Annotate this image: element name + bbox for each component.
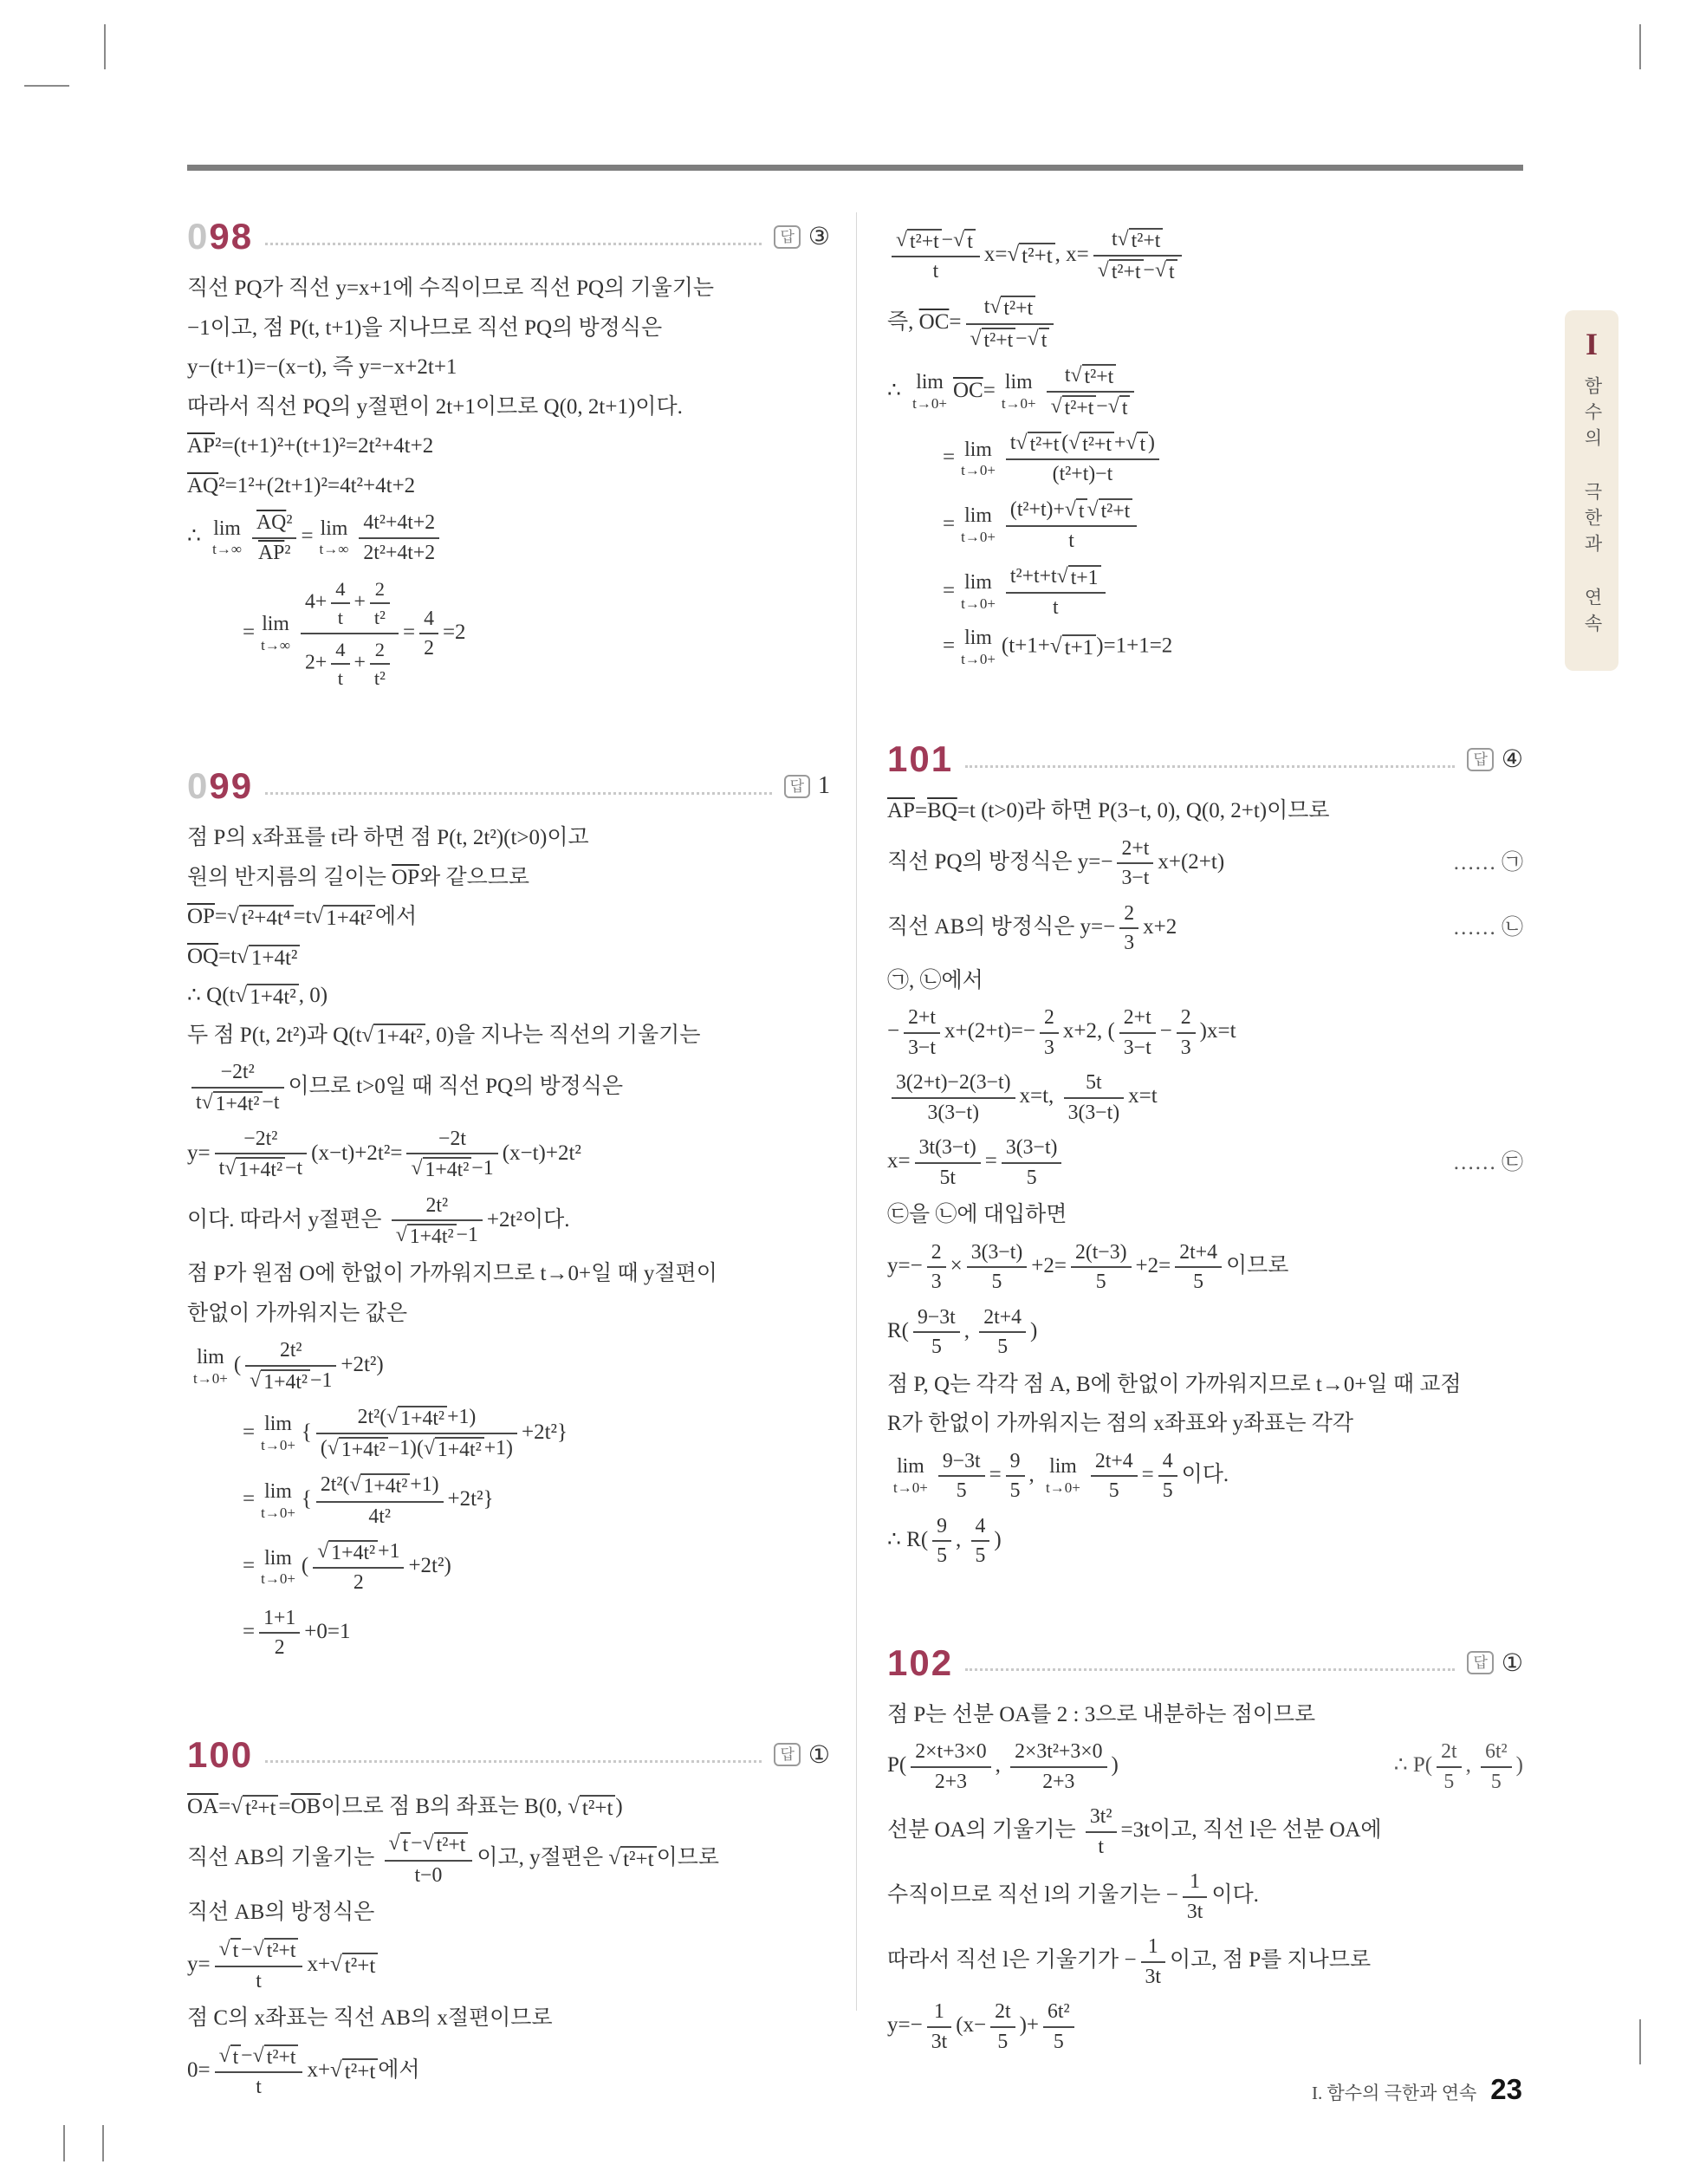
solution-line <box>187 1058 830 1118</box>
solution-lines <box>187 1791 830 2102</box>
math-expression: R( $\frac{9-3t}{5}$ , $\frac{2t+4}{5}$ ) <box>887 1305 1038 1359</box>
footer-page-number: 23 <box>1490 2073 1522 2105</box>
problem-098 <box>187 218 830 700</box>
math-expression: 즉, $\overline{OC}=$ t √ t²+t √ t²+t − √ t <box>887 293 1523 354</box>
solution-line <box>887 835 1523 893</box>
page-footer <box>1312 2073 1522 2106</box>
math-expression: 점 P의 x좌표를 t라 하면 점 P(t, 2t²)(t>0)이고 <box>187 826 589 850</box>
math-expression: y=− $\frac{2}{3}$ × $\frac{3(3-t)}{5}$ +2= $\frac{2(t-3)}{5}$ +2= $\frac{2t+4}{5}$ 이므로 <box>887 1240 1289 1294</box>
math-expression: R가 한없이 가까워지는 점의 x좌표와 y좌표는 각각 <box>887 1412 1354 1436</box>
solution-line <box>887 562 1523 622</box>
left-column <box>187 218 830 2175</box>
solution-line <box>887 1998 1523 2056</box>
math-expression: $\frac{3(2+t)-2(3-t)}{3(3-t)}$ x=t, $\frac{5t}{3(3-t)}$ x=t <box>887 1069 1523 1127</box>
problem-number: 102 <box>887 1641 954 1683</box>
problem-continuation <box>887 218 1523 673</box>
solution-line <box>187 1192 830 1251</box>
dotted-leader <box>265 1760 762 1763</box>
math-expression: y= −2t² t √ 1+4t² −t (x−t)+2t²= −2t √ 1+4t² −1 (x−t)+2t² <box>187 1127 581 1182</box>
solution-line <box>187 312 830 345</box>
math-expression: 직선 PQ가 직선 y=x+1에 수직이므로 직선 PQ의 기울기는 <box>187 276 715 300</box>
math-expression: 직선 PQ의 방정식은 y=− $\frac{2+t}{3-t}$ x+(2+t) <box>887 836 1225 890</box>
chapter-tab <box>1565 310 1618 671</box>
problem-number: 098 <box>187 216 254 257</box>
solution-line <box>887 1933 1523 1991</box>
crop-mark <box>24 85 69 87</box>
solution-lines <box>887 795 1523 1570</box>
math-expression: −2t² t √ 1+4t² −t 이므로 t>0일 때 직선 PQ의 방정식은 <box>187 1058 830 1118</box>
solution-line <box>887 1004 1523 1062</box>
math-expression: 점 P는 선분 OA를 2 : 3으로 내분하는 점이므로 <box>887 1702 1316 1726</box>
math-expression: 점 C의 x좌표는 직선 AB의 x절편이므로 <box>187 2006 553 2031</box>
problem-number: 100 <box>187 1733 254 1775</box>
math-expression: 원의 반지름의 길이는 $\overline{OP}$와 같으므로 <box>187 865 530 889</box>
solution-lines <box>887 225 1523 666</box>
math-expression: = lim t→0+ { 2t²( √ 1+4t² +1) 4t² +2t²} <box>243 1473 494 1528</box>
solution-line <box>887 1134 1523 1192</box>
reference-tag: …… ㉠ <box>1452 851 1523 875</box>
math-expression: 수직이므로 직선 l의 기울기는 − $\frac{1}{3t}$ 이다. <box>887 1870 1259 1923</box>
math-expression: = lim t→0+ ( √ 1+4t² +1 2 +2t²) <box>243 1540 451 1595</box>
solution-line <box>187 940 830 973</box>
math-expression: ∴ Q(t √ 1+4t² , 0) <box>187 984 328 1010</box>
right-column <box>887 218 1523 2175</box>
math-expression: lim t→0+ $\frac{9-3t}{5}$ = $\frac{9}{5}$ , lim t→0+ $\frac{2t+4}{5}$ = $\frac{4}{5}$ 이다. <box>893 1449 1229 1503</box>
dotted-leader <box>965 765 1455 768</box>
solution-line <box>187 1297 830 1330</box>
solution-line <box>187 1258 830 1290</box>
math-expression: 점 P가 원점 O에 한없이 가까워지므로 t→0+일 때 y절편이 <box>187 1262 717 1286</box>
solution-line <box>187 900 830 933</box>
math-expression: y=− $\frac{1}{3t}$ (x− $\frac{2t}{5}$ )+ $\frac{\text{6t²}}{5}$ <box>887 1998 1523 2056</box>
solution-line <box>187 391 830 424</box>
math-expression: y= √ t − √ t²+t t x+ √ t²+t <box>187 1936 830 1996</box>
math-expression: 직선 AB의 방정식은 y=− $\frac{2}{3}$ x+2 <box>887 901 1177 955</box>
math-expression: = lim t→0+ (t+1+ √ t+1 )=1+1=2 <box>943 627 1173 668</box>
solution-line <box>887 429 1523 489</box>
solution-line <box>187 1125 830 1185</box>
reference-tag: ∴ P( $\frac{2t}{5}$ , $\frac{\text{6t²}}{5}$ ) <box>1393 1740 1523 1793</box>
solution-line <box>887 1303 1523 1362</box>
answer-value: ④ <box>1501 746 1523 774</box>
math-expression: 한없이 가까워지는 값은 <box>187 1301 408 1325</box>
math-expression: = $\frac{1+1}{2}$ +0=1 <box>243 1606 351 1660</box>
answer-value: ③ <box>808 224 830 250</box>
solution-line <box>887 361 1523 422</box>
solution-line <box>887 795 1523 828</box>
answer-badge <box>1467 744 1523 774</box>
math-expression: ∴ R( $\frac{9}{5}$ , $\frac{4}{5}$ ) <box>887 1514 1002 1568</box>
dotted-leader <box>265 243 762 245</box>
answer-icon: 답 <box>1467 1651 1493 1674</box>
answer-icon: 답 <box>784 775 810 798</box>
answer-icon: 답 <box>774 225 800 249</box>
solution-line <box>887 1868 1523 1926</box>
crop-mark <box>1639 2019 1641 2064</box>
crop-mark <box>63 2125 65 2161</box>
solution-line <box>887 1069 1523 1127</box>
problem-102 <box>887 1641 1523 2064</box>
answer-value: 1 <box>818 772 830 800</box>
math-expression: √ t²+t − √ t t x= √ t²+t , x= t √ t²+t √ t²+t − √ t <box>887 225 1523 286</box>
crop-mark <box>102 2125 104 2161</box>
math-expression: $\overline{OA}=$ √ t²+t $=\overline{OB}$이므로 점 B의 좌표는 B(0, √ t²+t ) <box>187 1794 623 1820</box>
solution-line <box>187 272 830 305</box>
solution-line <box>187 1936 830 1996</box>
answer-icon: 답 <box>1467 748 1493 771</box>
math-expression: y−(t+1)=−(x−t), 즉 y=−x+2t+1 <box>187 355 457 379</box>
solution-line <box>187 470 830 503</box>
math-expression: $\overline{AQ}^2=1^2+(2t+1)^2=4t^2+4t+2$ <box>187 473 416 497</box>
solution-line <box>887 1699 1523 1732</box>
problem-header <box>187 218 830 255</box>
math-expression: $\overline{OQ}=t$ √ 1+4t² <box>187 940 830 973</box>
math-expression: 직선 AB의 방정식은 <box>187 1901 375 1925</box>
solution-line <box>887 1407 1523 1440</box>
top-rule <box>187 165 1523 171</box>
math-expression: = lim t→0+ t²+t+t √ t+1 t <box>887 562 1523 622</box>
solution-line <box>887 1199 1523 1232</box>
math-expression: $\overline{OP}=$ √ t²+4t⁴ =t √ 1+4t² 에서 <box>187 905 418 931</box>
crop-mark <box>104 24 106 69</box>
math-expression: = lim t→0+ { 2t²( √ 1+4t² +1) ( √ 1+4t² −1)( √ 1+4t² +1) +2t²} <box>243 1405 568 1462</box>
solution-line <box>187 1896 830 1929</box>
solution-lines <box>187 272 830 693</box>
answer-value: ① <box>1501 1649 1523 1677</box>
footer-chapter-label: I. 함수의 극한과 연속 <box>1312 2083 1477 2103</box>
math-expression: 따라서 직선 l은 기울기가 − $\frac{1}{3t}$ 이고, 점 P를 지나므로 <box>887 1935 1372 1988</box>
math-expression: $\overline{AP}=\overline{BQ}=t$ (t>0)라 하면 P(3−t, 0), Q(0, 2+t)이므로 <box>887 799 1330 823</box>
solution-line <box>187 430 830 463</box>
math-expression: = lim t→0+ (t²+t)+ √ t √ t²+t t <box>887 496 1523 556</box>
solution-line <box>187 574 830 693</box>
reference-tag: …… ㉡ <box>1452 916 1523 940</box>
math-expression: = lim t→∞ 4+ $\frac{4}{t}$ + $\frac{2}{\text{t²}}$ 2+ $\frac{4}{t}$ + $\frac{2}{\text{t²}}$ = $\frac{4}{2}$ =2 <box>187 574 830 693</box>
solution-line <box>887 496 1523 556</box>
solution-line <box>187 1604 830 1662</box>
answer-badge <box>774 1740 830 1770</box>
math-expression: ㉠, ㉡에서 <box>887 968 983 992</box>
problem-header <box>887 738 1523 780</box>
solution-line <box>187 1019 830 1052</box>
problem-header <box>187 765 830 807</box>
problem-number: 101 <box>887 738 954 780</box>
problem-101 <box>887 738 1523 1577</box>
math-expression: − $\frac{2+t}{3-t}$ x+(2+t)=− $\frac{2}{3}$ x+2, ( $\frac{2+t}{3-t}$ − $\frac{2}{3}$ )x=t <box>887 1006 1236 1059</box>
math-expression: lim t→0+ ( 2t² √ 1+4t² −1 +2t²) <box>193 1339 384 1394</box>
solution-line <box>887 628 1523 666</box>
math-expression: 0= √ t − √ t²+t t x+ √ t²+t 에서 <box>187 2044 420 2098</box>
math-expression: 따라서 직선 PQ의 y절편이 2t+1이므로 Q(0, 2t+1)이다. <box>187 394 683 419</box>
solution-line <box>887 965 1523 998</box>
solution-line <box>187 822 830 855</box>
crop-mark <box>1639 24 1641 69</box>
solution-line <box>887 1447 1523 1505</box>
solution-lines <box>887 1699 1523 2057</box>
answer-icon: 답 <box>774 1743 800 1766</box>
solution-line <box>187 351 830 384</box>
solution-line <box>187 861 830 894</box>
problem-100 <box>187 1733 830 2109</box>
problem-header <box>187 1733 830 1775</box>
solutions-area <box>187 218 1523 2175</box>
problem-number: 099 <box>187 765 254 807</box>
solution-line <box>887 1803 1523 1861</box>
solution-line <box>187 1471 830 1531</box>
math-expression: 두 점 P(t, 2t²)과 Q(t √ 1+4t² , 0)을 지나는 직선의 기울기는 <box>187 1023 701 1049</box>
math-expression: ∴ lim t→0+ $\overline{OC}=$ lim t→0+ t √ t²+t √ t²+t − √ t <box>887 361 1523 422</box>
solution-line <box>887 1238 1523 1297</box>
math-expression: 직선 AB의 기울기는 √ t − √ t²+t t−0 이고, y절편은 √ t²+t 이므로 <box>187 1832 720 1887</box>
math-expression: x= $\frac{3t(3-t)}{5t}$ = $\frac{3(3-t)}{5}$ <box>887 1134 1441 1192</box>
solution-line <box>187 1791 830 1823</box>
problem-099 <box>187 765 830 1669</box>
math-expression: −1이고, 점 P(t, t+1)을 지나므로 직선 PQ의 방정식은 <box>187 315 663 340</box>
solution-line <box>187 1537 830 1597</box>
solution-line <box>187 1336 830 1396</box>
solution-lines <box>187 822 830 1662</box>
math-expression: $\overline{AP}^2=(t+1)^2+(t+1)^2=2t^2+4t+2$ <box>187 434 434 458</box>
solution-line <box>887 1368 1523 1401</box>
solution-line <box>887 1738 1523 1796</box>
answer-badge <box>784 772 830 800</box>
solution-line <box>187 1830 830 1889</box>
solution-line <box>887 900 1523 958</box>
dotted-leader <box>265 792 771 795</box>
math-expression: 점 P, Q는 각각 점 A, B에 한없이 가까워지므로 t→0+일 때 교점 <box>887 1372 1462 1396</box>
math-expression: = lim t→0+ t √ t²+t ( √ t²+t + √ t ) (t²+t)−t <box>887 429 1523 489</box>
math-expression: ㉢을 ㉡에 대입하면 <box>887 1203 1067 1227</box>
chapter-roman-numeral: I <box>1585 327 1598 361</box>
solution-line <box>887 225 1523 286</box>
solution-line <box>187 2002 830 2035</box>
chapter-title-vertical: 함수의 극한과 연속 <box>1582 376 1602 640</box>
solution-line <box>187 1403 830 1464</box>
math-expression: 선분 OA의 기울기는 $\frac{\text{3t²}}{t}$ =3t이고, 직선 l은 선분 OA에 <box>887 1805 1382 1858</box>
answer-badge <box>774 222 830 251</box>
reference-tag: …… ㉢ <box>1452 1150 1523 1174</box>
answer-value: ① <box>808 1741 830 1769</box>
solution-line <box>187 509 830 567</box>
solution-line <box>887 293 1523 354</box>
problem-header <box>887 1641 1523 1683</box>
solution-line <box>187 2042 830 2102</box>
math-expression: 이다. 따라서 y절편은 2t² √ 1+4t² −1 +2t²이다. <box>187 1193 570 1249</box>
answer-badge <box>1467 1648 1523 1678</box>
math-expression: P( $\frac{2\times t+3\times 0}{2+3}$ , $\frac{\text{2×3t²+3×0}}{2+3}$ ) <box>887 1740 1119 1793</box>
solution-line <box>187 979 830 1012</box>
math-expression: ∴ lim t→∞ $\frac{\overline{AQ}^2}{\overline{AP}^2}$ = lim t→∞ $\frac{\text{4t²+4t+2}}{\text{2t²+4t+2}}$ <box>187 509 830 567</box>
dotted-leader <box>965 1668 1455 1671</box>
solution-line <box>887 1512 1523 1570</box>
